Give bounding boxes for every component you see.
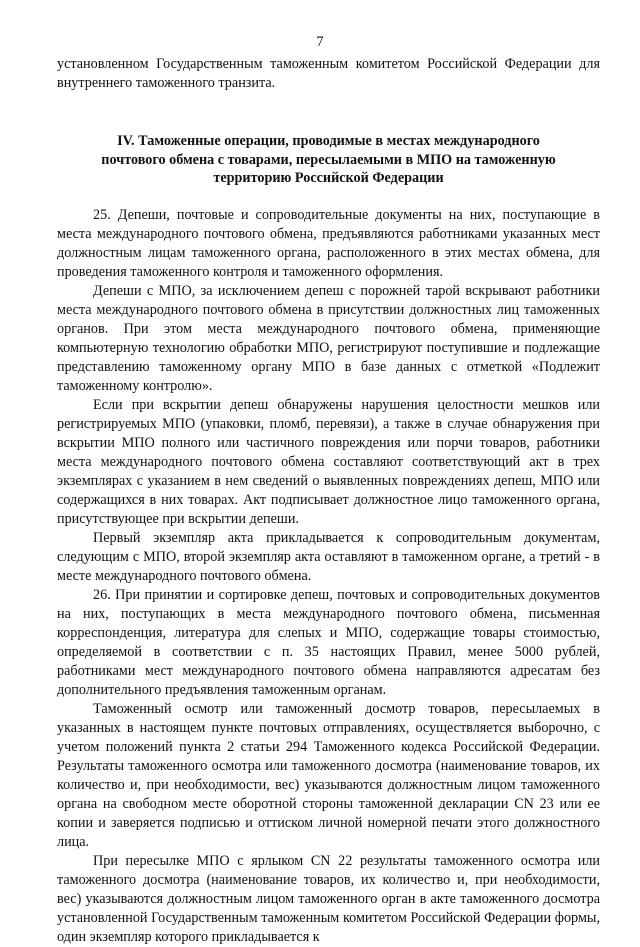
page-number: 7 [316,34,324,50]
section-heading: IV. Таможенные операции, проводимые в местах международного почтового обмена с товарами, пересылаемыми в МПО на таможенную территорию Российской Федерации [101,133,556,186]
paragraph-continued: установленном Государственным таможенным комитетом Российской Федерации для внутреннего таможенного транзита. [57,56,600,91]
paragraph: Депеши с МПО, за исключением депеш с порожней тарой вскрывают работники места международного почтового обмена в присутствии должностных лиц таможенных органов. При этом места международного почтового обмена, применяющие компьютерную технологию обработки МПО, регистрируют поступившие и подлежащие представлению таможенному органу МПО в базе данных с отметкой «Подлежит таможенному контролю». [57,282,600,394]
paragraph: Если при вскрытии депеш обнаружены нарушения целостности мешков или регистрируемых МПО (упаковки, пломб, перевязи), а также в случае обнаружения при вскрытии МПО полного или частичного повреждения или порчи товаров, работники места международного почтового обмена составляют соответствующий акт в трех экземплярах с указанием в нем сведений о выявленных повреждениях депеш, МПО или содержащихся в них товарах. Акт подписывает должностное лицо таможенного органа, присутствующее при вскрытии депеши. [57,396,600,527]
document-body [57,55,600,947]
paragraph: При пересылке МПО с ярлыком CN 22 результаты таможенного осмотра или таможенного досмотра (наименование товаров, их количество и, при необходимости, вес) указываются должностным лицом таможенного орган в акте таможенного досмотра установленной Государственным таможенным комитетом Российской Федерации формы, один экземпляр которого прикладывается к [57,852,600,945]
paragraph-26: 26. При принятии и сортировке депеш, почтовых и сопроводительных документов на них, поступающих в места международного почтового обмена, письменная корреспонденция, литература для слепых и МПО, содержащие товары стоимостью, определяемой в соответствии с п. 35 настоящих Правил, менее 5000 рублей, работниками мест международного почтового обмена направляются адресатам без дополнительного предъявления таможенным органам. [57,586,600,698]
paragraph: Таможенный осмотр или таможенный досмотр товаров, пересылаемых в указанных в настоящем пункте почтовых отправлениях, осуществляется выборочно, с учетом положений пункта 2 статьи 294 Таможенного кодекса Российской Федерации. Результаты таможенного осмотра или таможенного досмотра (наименование товаров, их количество и, при необходимости, вес) указываются должностным лицом таможенного органа на свободном месте оборотной стороны таможенной декларации CN 23 или ее копии и заверяется подписью и оттиском личной номерной печати этого должностного лица. [57,700,600,850]
paragraph-25: 25. Депеши, почтовые и сопроводительные документы на них, поступающие в места международного почтового обмена, предъявляются работниками указанных мест должностным лицам таможенного органа, расположенного в этих местах обмена, для проведения таможенного контроля и таможенного оформления. [57,206,600,280]
paragraph: Первый экземпляр акта прикладывается к сопроводительным документам, следующим с МПО, второй экземпляр акта оставляют в таможенном органе, а третий - в месте международного почтового обмена. [57,529,600,584]
